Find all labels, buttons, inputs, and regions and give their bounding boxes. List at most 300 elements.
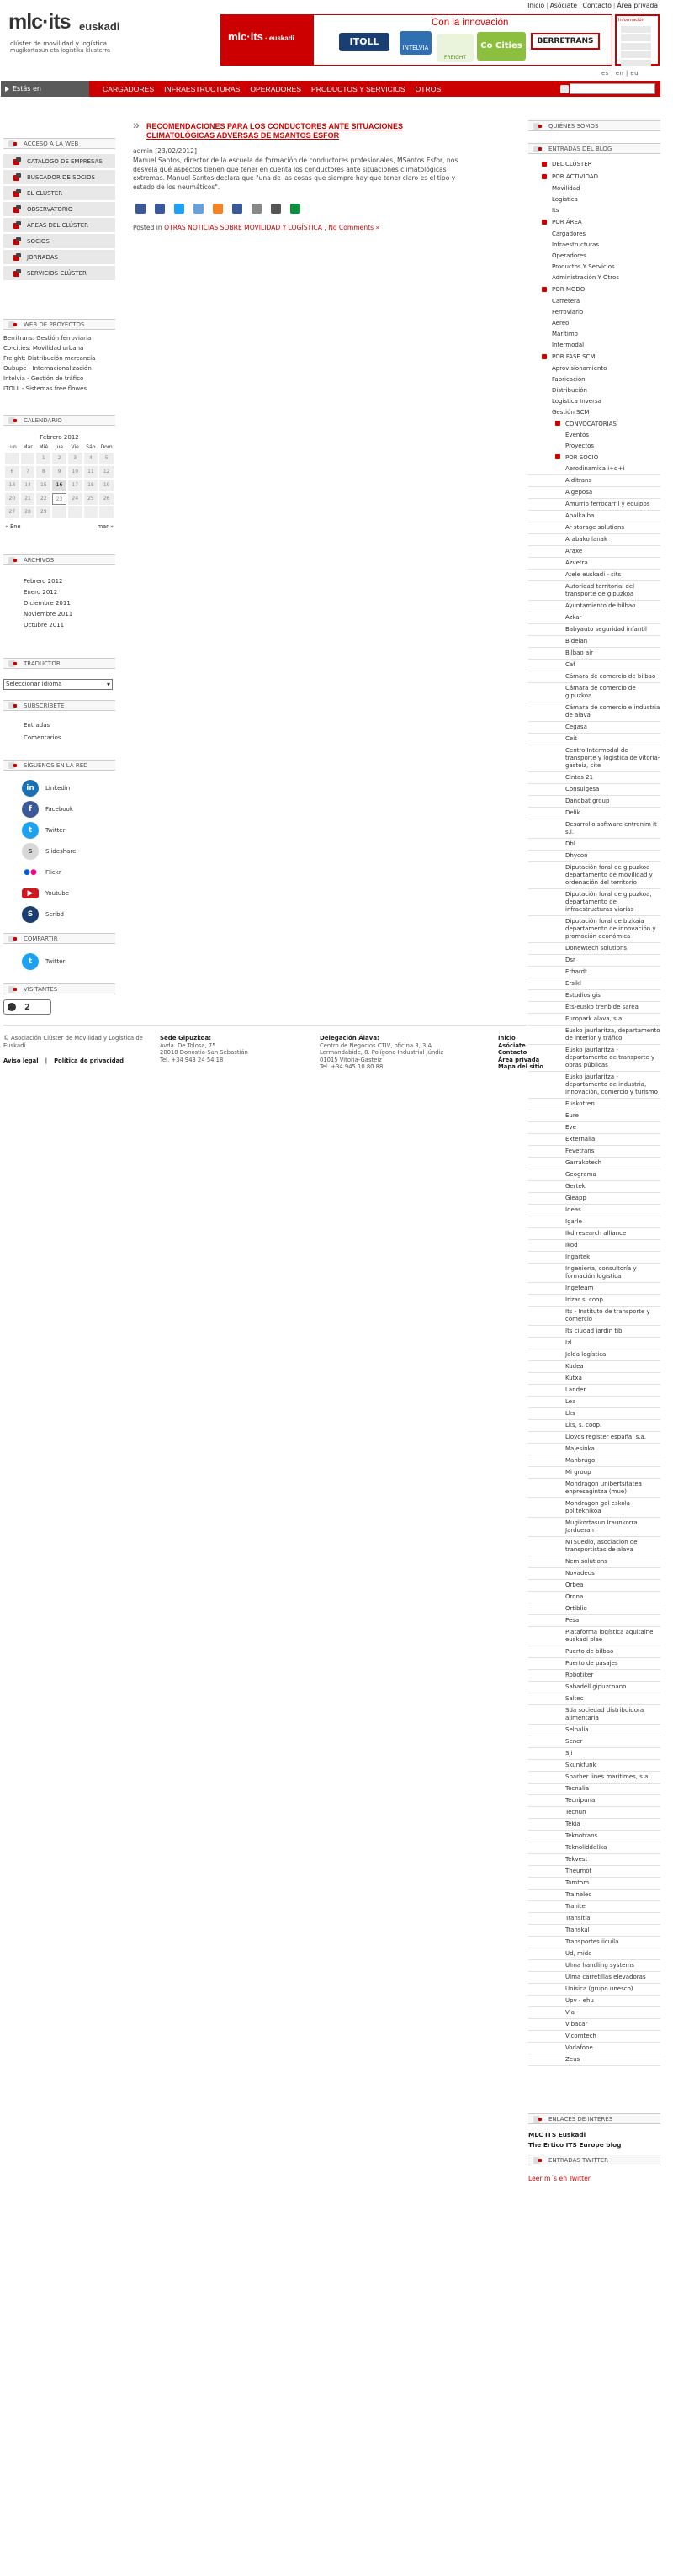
category-link[interactable]: Algeposa [528,487,660,499]
category-link[interactable]: Geograma [528,1169,660,1181]
menu-otros[interactable]: OTROS [415,84,442,93]
subscribe-heading: SUBSCRÍBETE [3,700,115,711]
category-link[interactable]: Movilidad [552,185,580,192]
subscribe-link-entradas[interactable]: Entradas [24,722,50,729]
twitter-heading: ENTRADAS TWITTER [528,2155,660,2165]
logo-subtitle-basque: mugikortasun eta logistika klusterra [10,47,111,54]
share-twitter[interactable] [3,951,115,972]
footer-phone: Tel. +34 943 24 54 18 [160,1056,224,1063]
footer-link-aviso-legal[interactable]: Aviso legal [3,1057,39,1064]
projects-heading: WEB DE PROYECTOS [3,319,115,330]
footer-link-contacto[interactable]: Contacto [498,1049,527,1056]
share-icon[interactable] [252,204,262,214]
social-youtube[interactable] [3,883,115,904]
banner-intelvia-logo: INTELVIA [400,31,432,55]
category-link[interactable]: Kudea [528,1361,660,1373]
category-link[interactable]: Desarrollo software entrenim it s.l. [528,819,660,839]
subscribe-box [3,700,115,745]
category-link[interactable]: Gieapp [528,1193,660,1205]
category-link[interactable]: Operadores [552,252,586,259]
category-link[interactable]: Carretera [552,298,580,305]
interest-link[interactable]: The Ertico ITS Europe blog [528,2141,622,2149]
category-link[interactable]: Transkal [528,1925,660,1937]
menu-productos-servicios[interactable]: PRODUCTOS Y SERVICIOS [311,84,405,93]
archives-heading: ARCHIVOS [3,554,115,565]
category-link[interactable]: Intermodal [552,342,585,348]
footer-address-line: 01015 Vitoria-Gasteiz [320,1056,382,1063]
social-slideshare[interactable] [3,840,115,861]
category-link[interactable]: Erhardt [528,967,660,978]
share-icon[interactable] [213,204,223,214]
banner-itoll-logo: ITOLL [339,33,389,51]
social-flickr[interactable] [3,861,115,883]
category-link[interactable]: Novadeus [528,1568,660,1580]
category-link[interactable]: Lea [528,1397,660,1408]
calendar-day: 29 [36,506,50,518]
share-icon[interactable] [232,204,242,214]
post-comments-link[interactable]: No Comments » [328,224,380,231]
access-item-socios[interactable]: SOCIOS [3,234,115,250]
category-link[interactable]: Vibacar [528,2019,660,2031]
category-link[interactable]: Ersikl [528,978,660,990]
language-switcher[interactable]: es | en | eu [601,70,639,77]
project-link[interactable]: Freight: Distribución mercancía [3,355,96,362]
category-link[interactable]: Via [528,2007,660,2019]
category-link[interactable]: Ar storage solutions [528,522,660,534]
category-link[interactable]: Consulgesa [528,784,660,796]
calendar-day-header: Mié [39,444,49,450]
category-link[interactable]: Aprovisionamiento [552,365,607,372]
category-link[interactable]: Plataforma logística aquitaine euskadi plae [528,1627,660,1646]
archive-link[interactable]: Octubre 2011 [24,622,65,628]
calendar-day: 11 [84,466,98,478]
category-link[interactable]: Cargadores [552,231,586,237]
post-meta: admin [23/02/2012] [133,147,197,155]
access-item-observatorio[interactable]: OBSERVATORIO [3,202,115,218]
category-link[interactable]: Tekvest [528,1854,660,1866]
top-sep: | [579,2,581,9]
top-sep: | [612,2,616,9]
category-link[interactable]: Its - Instituto de transporte y comercio [528,1307,660,1326]
category-link[interactable]: Ingartek [528,1252,660,1264]
category-link[interactable]: Euskotren [528,1099,660,1110]
category-link[interactable]: Transitia [528,1913,660,1925]
calendar-day: 20 [5,493,19,505]
calendar-day: 8 [36,466,50,478]
category-link[interactable]: Teknoliddelika [528,1842,660,1854]
category-link[interactable]: Orona [528,1592,660,1603]
category-link[interactable]: Eure [528,1110,660,1122]
archive-link[interactable]: Noviembre 2011 [24,611,73,617]
category-link[interactable]: Araxe [528,546,660,558]
category-link[interactable]: Dhl [528,839,660,851]
category-link[interactable]: Cintas 21 [528,772,660,784]
access-item-servicios[interactable]: SERVICIOS CLÚSTER [3,266,115,282]
top-link-inicio[interactable]: Inicio [527,2,545,9]
visitors-heading: VISITANTES [3,983,115,994]
category-link[interactable]: Selnalia [528,1725,660,1736]
calendar-day: 2 [52,453,66,464]
category-link[interactable]: Aerodinamica i+d+i [528,464,660,475]
category-link[interactable]: Tecnun [528,1807,660,1819]
calendar-next-link[interactable]: mar » [97,523,114,530]
banner-title: Con la innovación [432,18,509,28]
category-link[interactable]: DEL CLÚSTER [528,158,660,171]
menu-operadores[interactable]: OPERADORES [250,84,302,93]
category-link[interactable]: Tomtom [528,1878,660,1890]
calendar-day-header: Dom [100,444,113,450]
category-link[interactable]: Arabako lanak [528,534,660,546]
post-body: Manuel Santos, director de la escuela de formación de conductores profesionales, MSantos Esfor, nos desvela qué aspectos tienen que tener en cuenta los conductores ante situaciones climatológicas extremas. Manuel Santos declara que "una de las cosas que siempre hay que tener claro es el tipo y estado de los neumáticos". [133,156,458,191]
category-link[interactable]: Ets-eusko trenbide sarea [528,1002,660,1014]
access-item-catalogo[interactable]: CATÁLOGO DE EMPRESAS [3,154,115,170]
calendar-day: 13 [5,480,19,491]
logo-main-text: mlc·its [8,10,71,34]
category-link[interactable]: Mondragon unibertsitatea enpresagintza (mue) [528,1479,660,1498]
calendar-day: 24 [68,493,82,505]
calendar-grid [3,443,115,518]
category-link[interactable]: Ortiblio [528,1603,660,1615]
category-link[interactable]: Logística Inversa [552,398,601,405]
category-link[interactable]: POR ACTIVIDAD [528,171,660,183]
category-link[interactable]: Vicomtech [528,2031,660,2043]
category-link[interactable]: Sda sociedad distribuidora alimentaria [528,1705,660,1725]
category-link[interactable]: Jalda logística [528,1349,660,1361]
archive-link[interactable]: Enero 2012 [24,589,58,596]
category-link[interactable]: Tranite [528,1901,660,1913]
links-heading: ENLACES DE INTERÉS [528,2113,660,2124]
calendar-day: 27 [5,506,19,518]
category-link[interactable]: Aereo [552,320,570,326]
twitter-icon: t [22,822,39,839]
social-linkedin[interactable] [3,777,115,798]
category-link[interactable]: CONVOCATORIAS [528,418,660,430]
flickr-icon: ● ● [22,864,39,881]
share-icon[interactable] [193,204,204,214]
share-label: Twitter [45,957,66,965]
calendar-day: 3 [68,453,82,464]
post-title[interactable]: » RECOMENDACIONES PARA LOS CONDUCTORES ANTE SITUACIONES CLIMATOLÓGICAS ADVERSAS DE MSANTOS ESFOR [133,122,469,140]
top-link-contacto[interactable]: Contacto [582,2,612,9]
category-link[interactable]: NTSuedlo, asociacion de transportistas de alava [528,1537,660,1556]
category-link[interactable]: Transportes iicuila [528,1937,660,1948]
banner-logo: mlc·its · euskadi [228,30,294,43]
translator-heading: TRADUCTOR [3,658,115,669]
promo-logo [621,43,651,50]
category-link[interactable]: Mondragon gol eskola politeknikoa [528,1498,660,1518]
category-link[interactable]: Puerto de bilbao [528,1646,660,1658]
calendar-day: 17 [68,480,82,491]
youtube-icon: ▶ [22,888,39,898]
category-link[interactable]: Ulma handling systems [528,1960,660,1972]
project-link[interactable]: Berritrans: Gestión ferroviaria [3,335,92,342]
category-link[interactable]: Proyectos [565,443,595,449]
footer-link-inicio[interactable]: Inicio [498,1035,516,1042]
calendar-month-title: Febrero 2012 [40,434,79,441]
category-link[interactable]: Productos Y Servicios [552,263,615,270]
language-select[interactable]: Seleccionar idioma ▾ [3,679,113,690]
category-link[interactable]: Cegasa [528,722,660,734]
category-link[interactable]: Ikd research alliance [528,1228,660,1240]
category-link[interactable]: Upv - ehu [528,1996,660,2007]
top-link-area-privada[interactable]: Área privada [617,2,658,9]
blog-post [133,122,469,231]
category-link[interactable]: Diputación foral de gipuzkoa departamento de movilidad y ordenación del territorio [528,862,660,889]
side-promo-box[interactable] [615,14,660,66]
share-icon[interactable] [290,204,300,214]
calendar-day-header: Vie [71,444,79,450]
footer-link-sep: | [45,1057,48,1064]
category-link[interactable]: Sparber lines maritimes, s.a. [528,1772,660,1784]
category-link[interactable]: Europark alava, s.a. [528,1014,660,1026]
category-link[interactable]: Apalkalba [528,511,660,522]
category-link[interactable]: Azvetra [528,558,660,570]
top-link-asociate[interactable]: Asóciate [549,2,578,9]
category-link[interactable]: Caf [528,660,660,671]
categories-heading: ENTRADAS DEL BLOG [528,143,660,154]
category-link[interactable]: Estudios gis [528,990,660,1002]
category-link[interactable]: Amurrio ferrocarril y equipos [528,499,660,511]
calendar-day [5,453,19,464]
category-link[interactable]: Diputación foral de bizkaia departamento de innovación y promoción económica [528,916,660,943]
calendar-day-header: Sáb [86,444,96,450]
social-twitter[interactable] [3,819,115,840]
access-item-cluster[interactable]: EL CLÚSTER [3,186,115,202]
breadcrumb-label: Estás en [1,81,89,97]
site-logo[interactable] [5,9,148,58]
footer-link-asociate[interactable]: Asóciate [498,1042,526,1049]
calendar-prev-link[interactable]: « Ene [5,523,21,530]
archive-link[interactable]: Febrero 2012 [24,578,63,585]
category-link[interactable]: Izl [528,1338,660,1349]
category-link[interactable]: Orbea [528,1580,660,1592]
category-link[interactable]: Tecnalia [528,1784,660,1795]
category-link[interactable]: Infraestructuras [552,241,599,248]
twitter-read-more-link[interactable]: Leer m´s en Twitter [528,2175,591,2182]
categories-box [528,143,660,2066]
category-link[interactable]: Distribución [552,387,587,394]
category-link[interactable]: Irizar s. coop. [528,1295,660,1307]
category-link[interactable]: Unisica (grupo unesco) [528,1984,660,1996]
category-link[interactable]: POR FASE SCM [528,351,660,363]
interest-link[interactable]: MLC ITS Euskadi [528,2131,586,2139]
promo-logo [621,34,651,41]
promo-logo [621,26,651,33]
social-heading: SÍGUENOS EN LA RED [3,760,115,771]
share-icon[interactable] [155,204,165,214]
footer-link-privacidad[interactable]: Política de privacidad [54,1057,125,1064]
category-link[interactable]: Pesa [528,1615,660,1627]
header-banner[interactable] [220,14,612,66]
category-link[interactable]: Mugikortasun Iraunkorra Jardueran [528,1518,660,1537]
category-link[interactable]: Ulma carretillas elevadoras [528,1972,660,1984]
menu-cargadores[interactable]: CARGADORES [103,84,155,93]
category-link[interactable]: Gertek [528,1181,660,1193]
translator-box [3,658,115,690]
category-link[interactable]: Administración Y Otros [552,274,619,281]
calendar-day-header: Jue [55,444,64,450]
calendar-day [99,506,114,518]
category-link[interactable]: Tecnipuna [528,1795,660,1807]
calendar-nav [3,522,115,532]
category-link[interactable]: Ferroviario [552,309,584,315]
post-footer: Posted in OTRAS NOTICIAS SOBRE MOVILIDAD Y LOGÍSTICA , No Comments » [133,224,380,231]
calendar-day: 22 [36,493,50,505]
category-link[interactable]: Diputación foral de gipuzkoa, departamento de infraestructuras viarias [528,889,660,916]
social-label: Slideshare [45,847,77,855]
category-link[interactable]: Externalia [528,1134,660,1146]
menu-infraestructuras[interactable]: INFRAESTRUCTURAS [164,84,241,93]
project-link[interactable]: Intelvia - Gestión de tráfico [3,375,84,382]
category-link[interactable]: Theumot [528,1866,660,1878]
category-link[interactable]: Eusko jaurlaritza - departamento de industria, innovación, comercio y turismo [528,1072,660,1099]
access-box [3,138,115,282]
search-input[interactable] [570,83,655,94]
category-link[interactable]: Zeus [528,2054,660,2066]
subscribe-link-comentarios[interactable]: Comentarios [24,734,61,741]
category-link[interactable]: Sabadell gipuzcoano [528,1682,660,1693]
project-link[interactable]: Oubupe - Internacionalización [3,365,92,372]
footer-link-area-privada[interactable]: Área privada [498,1056,540,1063]
calendar-day: 5 [99,453,114,464]
category-link[interactable]: Garrakotech [528,1158,660,1169]
archive-link[interactable]: Diciembre 2011 [24,600,71,607]
category-link[interactable]: Ud, mide [528,1948,660,1960]
category-link[interactable]: Donewtech solutions [528,943,660,955]
access-item-buscador[interactable]: BUSCADOR DE SOCIOS [3,170,115,186]
banner-cocities-logo: Co Cities [477,32,526,61]
calendar-day[interactable]: 23 [52,493,66,505]
project-link[interactable]: Co-cities: Movilidad urbana [3,345,84,352]
category-link[interactable]: Teknotrans [528,1831,660,1842]
access-item-areas[interactable]: ÁREAS DEL CLÚSTER [3,218,115,234]
social-scribd[interactable] [3,904,115,925]
project-link[interactable]: ITOLL - Sistemas free flowes [3,385,87,392]
linkedin-icon: in [22,780,39,797]
category-link[interactable]: Fabricación [552,376,586,383]
category-link[interactable]: Its [552,207,559,214]
calendar-day: 28 [21,506,35,518]
category-link[interactable]: Lloyds register españa, s.a. [528,1432,660,1444]
category-link[interactable]: Cámara de comercio de gipuzkoa [528,683,660,702]
category-link[interactable]: Puerto de pasajes [528,1658,660,1670]
share-icon[interactable] [271,204,281,214]
category-link[interactable]: Tralnelec [528,1890,660,1901]
category-link[interactable]: Ingeniería, consultoría y formación logística [528,1264,660,1283]
category-link[interactable]: Igarle [528,1216,660,1228]
category-link[interactable]: Nem solutions [528,1556,660,1568]
footer-link-mapa[interactable]: Mapa del sitio [498,1063,543,1070]
post-category-link[interactable]: OTRAS NOTICIAS SOBRE MOVILIDAD Y LOGÍSTICA [164,224,322,231]
category-link[interactable]: Cámara de comercio de bilbao [528,671,660,683]
category-link[interactable]: Lks [528,1408,660,1420]
calendar-day: 21 [21,493,35,505]
category-link[interactable]: Vodafone [528,2043,660,2054]
category-link[interactable]: Babyauto seguridad infantil [528,624,660,636]
posted-in-label: Posted in [133,224,162,231]
calendar-day[interactable]: 16 [52,480,66,491]
share-icon[interactable] [135,204,146,214]
calendar-day-header: Mar [23,444,33,450]
category-link[interactable]: Centro Intermodal de transporte y logística de vitoria-gasteiz, cite [528,745,660,772]
category-link[interactable]: Azkar [528,612,660,624]
footer-copyright: © Asociación Clúster de Movilidad y Logística de Euskadi [3,1035,143,1049]
calendar-day: 26 [99,493,114,505]
category-link[interactable]: Eve [528,1122,660,1134]
category-link[interactable]: Delik [528,808,660,819]
category-link[interactable]: Tekia [528,1819,660,1831]
calendar-day: 14 [21,480,35,491]
share-icon[interactable] [174,204,184,214]
social-label: Scribd [45,910,65,918]
category-link[interactable]: Cámara de comercio e industria de alava [528,702,660,722]
category-link[interactable]: Eusko jaurlaritza - departamento de transporte y obras públicas [528,1045,660,1072]
category-link[interactable]: POR ÁREA [528,216,660,229]
category-link[interactable]: POR MODO [528,284,660,296]
access-item-jornadas[interactable]: JORNADAS [3,250,115,266]
facebook-icon: f [22,801,39,818]
footer-col-gipuzkoa [160,1035,311,1063]
footer-col-links [498,1035,548,1071]
category-link[interactable]: Lander [528,1385,660,1397]
category-link[interactable]: Robotiker [528,1670,660,1682]
slideshare-icon: s [22,843,39,860]
projects-box [3,319,115,394]
category-link[interactable]: Atele euskadi - sits [528,570,660,581]
category-link[interactable]: Danobat group [528,796,660,808]
category-link[interactable]: POR SOCIO [528,452,660,464]
category-link[interactable]: Kutxa [528,1373,660,1385]
category-link[interactable]: Manbrugo [528,1455,660,1467]
category-link[interactable]: Gestión SCM [552,409,590,416]
category-link[interactable]: Eventos [565,432,589,438]
category-link[interactable]: Maritimo [552,331,578,337]
share-box [3,933,115,972]
category-link[interactable]: Bilbao air [528,648,660,660]
category-link[interactable]: Ikod [528,1240,660,1252]
calendar-day-header: Lun [7,444,17,450]
category-link[interactable]: Skunkfunk [528,1760,660,1772]
category-list [528,158,660,2066]
category-link[interactable]: Logística [552,196,578,203]
category-link[interactable]: Ceit [528,734,660,745]
category-link[interactable]: Dhycon [528,851,660,862]
category-link[interactable]: Ideas [528,1205,660,1216]
category-link[interactable]: Eusko jaurlaritza, departamento de interior y tráfico [528,1026,660,1045]
category-link[interactable]: Majesinka [528,1444,660,1455]
footer-divider [3,1025,527,1026]
promo-logo [621,60,651,66]
category-link[interactable]: Fevetrans [528,1146,660,1158]
category-link[interactable]: Sji [528,1748,660,1760]
about-heading[interactable]: QUIÉNES SOMOS [528,120,660,131]
social-facebook[interactable] [3,798,115,819]
category-link[interactable]: Alditrans [528,475,660,487]
category-link[interactable]: Saltec [528,1693,660,1705]
category-link[interactable]: Lks, s. coop. [528,1420,660,1432]
category-link[interactable]: Mi group [528,1467,660,1479]
banner-berretrans-logo: BERRETRANS [531,33,600,50]
category-link[interactable]: Sener [528,1736,660,1748]
category-link[interactable]: Dsr [528,955,660,967]
category-link[interactable]: Ayuntamiento de bilbao [528,601,660,612]
calendar-day [21,453,35,464]
share-heading: COMPARTIR [3,933,115,944]
category-link[interactable]: Ingeteam [528,1283,660,1295]
category-link[interactable]: Bidelan [528,636,660,648]
category-link[interactable]: Its ciudad jardín tib [528,1326,660,1338]
category-link[interactable]: Autoridad territorial del transporte de gipuzkoa [528,581,660,601]
